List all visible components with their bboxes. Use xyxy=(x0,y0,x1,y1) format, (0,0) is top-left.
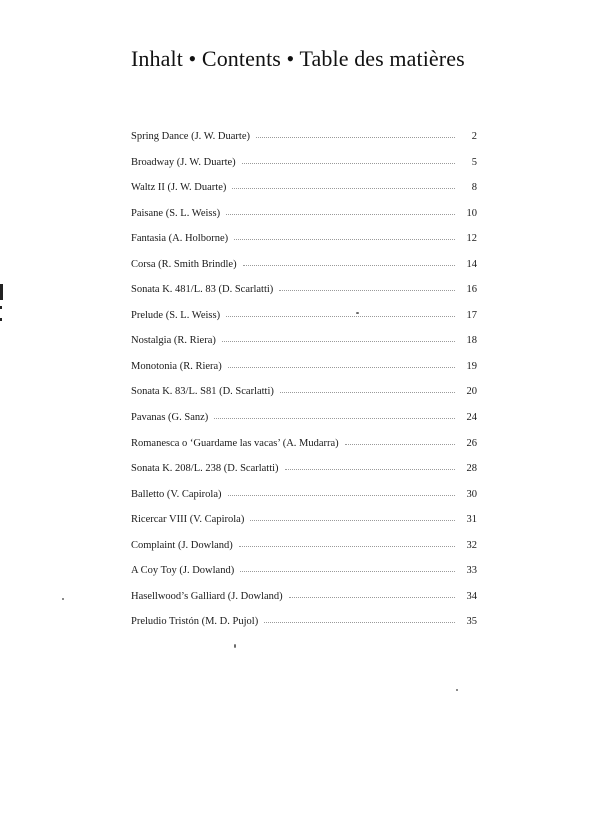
dot-leader xyxy=(228,367,455,368)
toc-entry-page-number: 30 xyxy=(466,488,477,500)
toc-entry-title: Balletto (V. Capirola) xyxy=(131,488,222,500)
toc-entry-title: A Coy Toy (J. Dowland) xyxy=(131,565,235,577)
toc-entry-page-number: 10 xyxy=(466,207,477,219)
toc-entry-page-number: 2 xyxy=(471,131,477,142)
scan-speck xyxy=(234,644,236,648)
dot-leader xyxy=(232,188,455,189)
scan-mark xyxy=(0,318,2,321)
dot-leader xyxy=(280,392,455,393)
toc-entry xyxy=(131,132,477,158)
scan-speck xyxy=(356,312,359,314)
toc-entry-page-number: 26 xyxy=(466,437,477,449)
toc-entry-title: Spring Dance (J. W. Duarte) xyxy=(131,131,250,142)
dot-leader xyxy=(256,137,455,138)
dot-leader xyxy=(226,214,455,215)
dot-leader xyxy=(289,597,455,598)
toc-entry-title: Romanesca o ‘Guardame las vacas’ (A. Mudarra) xyxy=(131,437,339,449)
toc-entry xyxy=(131,362,477,388)
dot-leader xyxy=(345,444,455,445)
toc-entry-title: Sonata K. 83/L. S81 (D. Scarlatti) xyxy=(131,386,274,398)
toc-entry xyxy=(131,285,477,311)
toc-entry-title: Pavanas (G. Sanz) xyxy=(131,412,209,424)
toc-entry-page-number: 24 xyxy=(466,412,477,424)
toc-entry xyxy=(131,311,477,337)
toc-entry-page-number: 16 xyxy=(466,284,477,296)
toc-entry-title: Hasellwood’s Galliard (J. Dowland) xyxy=(131,590,283,602)
dot-leader xyxy=(239,546,455,547)
toc-entry-page-number: 19 xyxy=(466,360,477,372)
toc-entry-page-number: 18 xyxy=(466,335,477,347)
toc-entry-page-number: 5 xyxy=(471,156,477,168)
table-of-contents xyxy=(131,132,477,643)
toc-entry-title: Complaint (J. Dowland) xyxy=(131,539,233,551)
dot-leader xyxy=(228,495,456,496)
toc-entry-page-number: 28 xyxy=(466,463,477,475)
toc-entry xyxy=(131,158,477,184)
toc-entry-page-number: 34 xyxy=(466,590,477,602)
toc-entry-title: Paisane (S. L. Weiss) xyxy=(131,207,221,219)
toc-entry-title: Nostalgia (R. Riera) xyxy=(131,335,216,347)
dot-leader xyxy=(226,316,455,317)
toc-entry xyxy=(131,183,477,209)
toc-entry xyxy=(131,566,477,592)
toc-entry-page-number: 35 xyxy=(466,616,477,628)
toc-entry-title: Sonata K. 481/L. 83 (D. Scarlatti) xyxy=(131,284,274,296)
toc-entry-page-number: 32 xyxy=(466,539,477,551)
scan-speck xyxy=(456,689,458,691)
toc-entry xyxy=(131,234,477,260)
toc-entry-title: Broadway (J. W. Duarte) xyxy=(131,156,236,168)
toc-entry xyxy=(131,209,477,235)
toc-entry xyxy=(131,592,477,618)
toc-entry-title: Preludio Tristón (M. D. Pujol) xyxy=(131,616,259,628)
toc-entry-page-number: 12 xyxy=(466,233,477,245)
toc-entry xyxy=(131,413,477,439)
dot-leader xyxy=(243,265,455,266)
toc-entry-title: Fantasia (A. Holborne) xyxy=(131,233,229,245)
toc-entry xyxy=(131,541,477,567)
dot-leader xyxy=(222,341,455,342)
dot-leader xyxy=(285,469,455,470)
toc-entry xyxy=(131,515,477,541)
toc-entry-page-number: 20 xyxy=(466,386,477,398)
scan-speck xyxy=(62,598,64,600)
toc-entry-page-number: 33 xyxy=(466,565,477,577)
toc-entry xyxy=(131,260,477,286)
toc-entry-title: Corsa (R. Smith Brindle) xyxy=(131,258,237,270)
toc-entry-title: Ricercar VIII (V. Capirola) xyxy=(131,514,245,526)
dot-leader xyxy=(279,290,455,291)
dot-leader xyxy=(264,622,455,623)
toc-entry xyxy=(131,439,477,465)
toc-entry-page-number: 8 xyxy=(471,182,477,194)
dot-leader xyxy=(240,571,455,572)
toc-entry xyxy=(131,490,477,516)
dot-leader xyxy=(214,418,455,419)
dot-leader xyxy=(234,239,455,240)
toc-entry-page-number: 31 xyxy=(466,514,477,526)
toc-entry xyxy=(131,336,477,362)
toc-entry xyxy=(131,464,477,490)
toc-entry-title: Prelude (S. L. Weiss) xyxy=(131,309,221,321)
scan-mark xyxy=(0,306,2,309)
dot-leader xyxy=(242,163,455,164)
toc-entry xyxy=(131,387,477,413)
toc-entry-page-number: 14 xyxy=(466,258,477,270)
toc-entry-title: Sonata K. 208/L. 238 (D. Scarlatti) xyxy=(131,463,279,475)
toc-entry-page-number: 17 xyxy=(466,309,477,321)
toc-entry xyxy=(131,617,477,643)
scan-mark xyxy=(0,284,3,300)
dot-leader xyxy=(250,520,455,521)
toc-entry-title: Monotonia (R. Riera) xyxy=(131,360,222,372)
page-title: Inhalt • Contents • Table des matières xyxy=(131,46,465,71)
toc-entry-title: Waltz II (J. W. Duarte) xyxy=(131,182,227,194)
